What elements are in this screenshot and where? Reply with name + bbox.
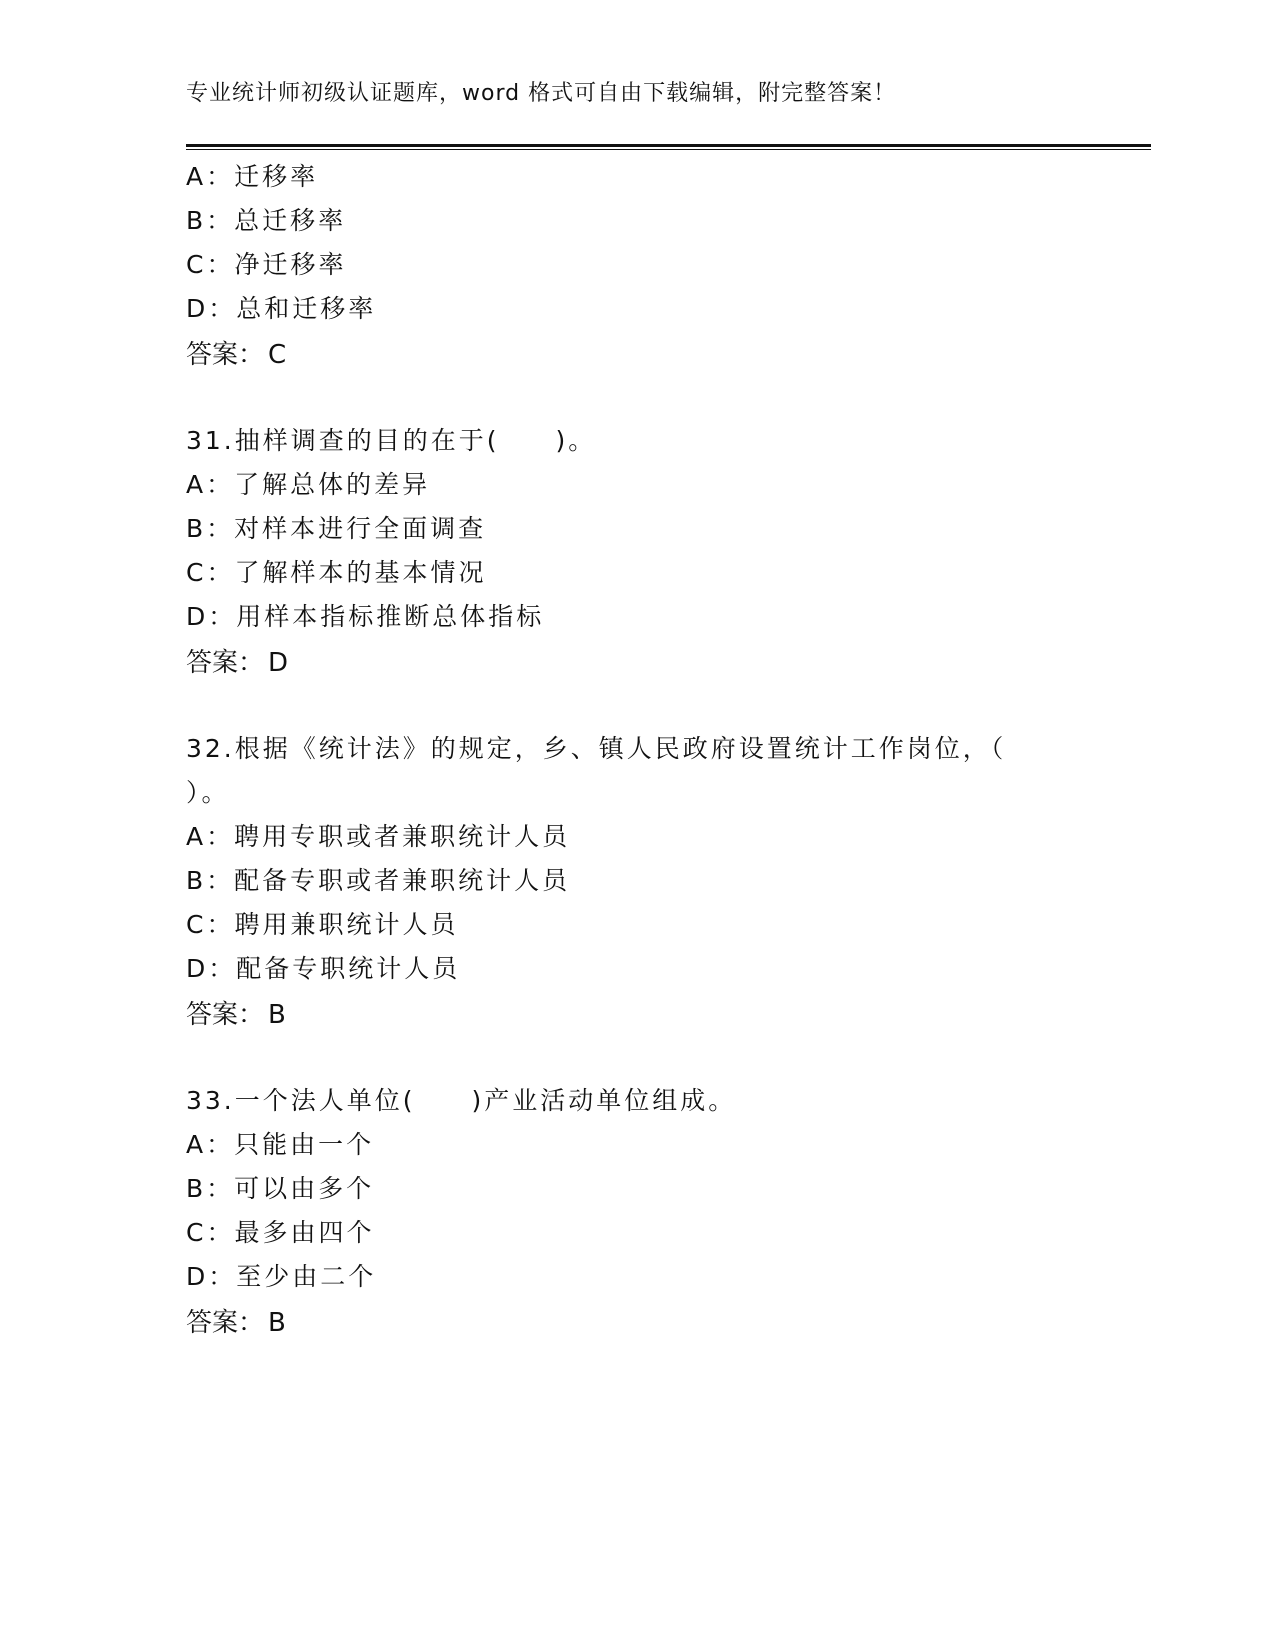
- answer-label: 答案：: [186, 340, 265, 370]
- option-a: A：迁移率: [186, 162, 319, 191]
- answer-value: C: [268, 340, 287, 370]
- answer-value: B: [268, 1308, 286, 1338]
- answer-line: [186, 1308, 286, 1338]
- option-b: B：可以由多个: [186, 1174, 375, 1203]
- option-a: A：了解总体的差异: [186, 470, 431, 499]
- option-c: C：聘用兼职统计人员: [186, 910, 459, 939]
- header-divider-thin: [186, 149, 1151, 150]
- option-b: B：配备专职或者兼职统计人员: [186, 866, 571, 895]
- option-a: A：聘用专职或者兼职统计人员: [186, 822, 571, 851]
- answer-label: 答案：: [186, 648, 265, 678]
- option-d: D：总和迁移率: [186, 294, 377, 323]
- answer-line: [186, 1000, 286, 1030]
- answer-value: B: [268, 1000, 286, 1030]
- option-b: B：总迁移率: [186, 206, 347, 235]
- answer-line: [186, 340, 286, 370]
- question-32-stem-continued: ）。: [186, 778, 230, 807]
- option-c: C：了解样本的基本情况: [186, 558, 487, 587]
- option-d: D：用样本指标推断总体指标: [186, 602, 545, 631]
- question-33-stem: 33.一个法人单位( )产业活动单位组成。: [186, 1086, 737, 1115]
- option-b: B：对样本进行全面调查: [186, 514, 487, 543]
- answer-label: 答案：: [186, 1000, 265, 1030]
- option-d: D：至少由二个: [186, 1262, 377, 1291]
- option-c: C：净迁移率: [186, 250, 347, 279]
- header-divider-thick: [186, 144, 1151, 147]
- question-32-stem: 32.根据《统计法》的规定，乡、镇人民政府设置统计工作岗位，（: [186, 734, 1007, 763]
- answer-line: [186, 648, 288, 678]
- answer-label: 答案：: [186, 1308, 265, 1338]
- option-a: A：只能由一个: [186, 1130, 375, 1159]
- question-31-stem: 31.抽样调查的目的在于( )。: [186, 426, 597, 455]
- answer-value: D: [268, 648, 289, 678]
- option-c: C：最多由四个: [186, 1218, 375, 1247]
- option-d: D：配备专职统计人员: [186, 954, 461, 983]
- page-header: 专业统计师初级认证题库，word 格式可自由下载编辑，附完整答案！: [186, 81, 897, 106]
